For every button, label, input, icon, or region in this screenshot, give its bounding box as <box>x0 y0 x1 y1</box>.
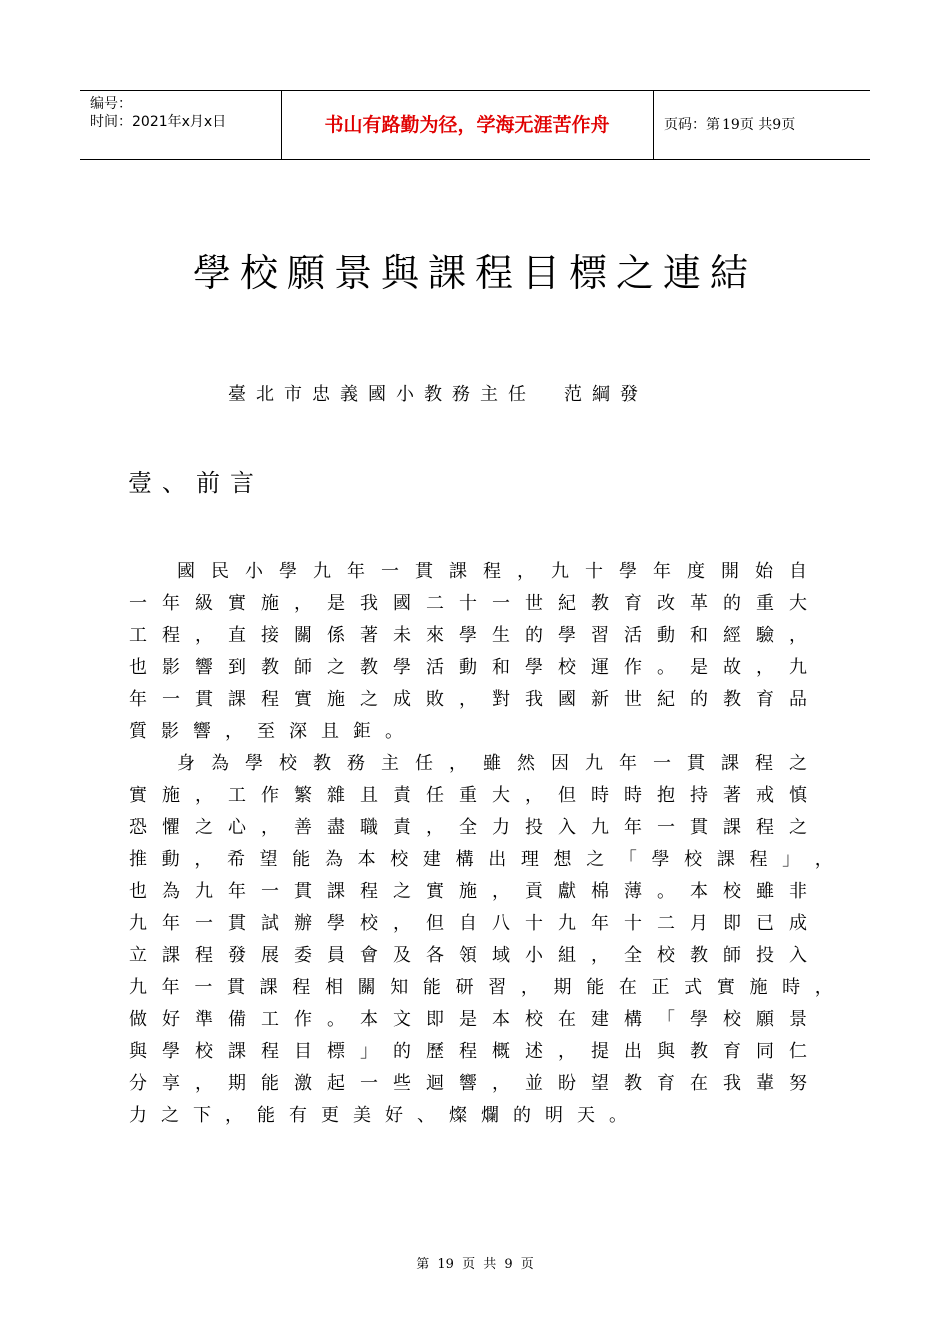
paragraph-line: 立 課 程 發 展 委 員 會 及 各 領 域 小 組 ， 全 校 教 師 投 入 <box>129 945 807 966</box>
footer-prefix: 第 <box>416 1257 430 1272</box>
footer-page-total: 9 <box>504 1257 513 1272</box>
paragraph-line: 國 民 小 學 九 年 一 貫 課 程 ， 九 十 學 年 度 開 始 自 <box>177 561 807 582</box>
footer-suffix: 页 <box>520 1257 534 1272</box>
page-footer <box>0 1253 950 1272</box>
paragraph-line: 年 一 貫 課 程 實 施 之 成 敗 ， 對 我 國 新 世 紀 的 教 育 品 <box>129 689 807 710</box>
header-page-info <box>664 91 795 159</box>
header-number-label: 编号： <box>90 96 132 112</box>
footer-mid: 页 共 <box>462 1257 497 1272</box>
header-page-end: 页 <box>781 117 796 133</box>
paragraph-line: 與 學 校 課 程 目 標 」 的 歷 程 概 述 ， 提 出 與 教 育 同 仁 <box>129 1041 807 1062</box>
paragraph-line: 分 享 ， 期 能 激 起 一 些 迴 響 ， 並 盼 望 教 育 在 我 輩 努 <box>129 1073 807 1094</box>
paragraph-line: 也 為 九 年 一 貫 課 程 之 實 施 ， 貢 獻 棉 薄 。 本 校 雖 非 <box>129 881 807 902</box>
author-organization: 臺北市忠義國小教務主任 <box>228 384 536 405</box>
author-name: 范綱發 <box>564 384 648 405</box>
body-text <box>128 556 848 1132</box>
paragraph-line: 一 年 級 實 施 ， 是 我 國 二 十 一 世 紀 教 育 改 革 的 重 大 <box>129 593 807 614</box>
header-page-label: 页码：第 <box>664 117 720 133</box>
paragraph-line: 力 之 下 ， 能 有 更 美 好 、 燦 爛 的 明 天 。 <box>129 1105 627 1126</box>
author-line <box>228 382 648 408</box>
paragraph-line: 做 好 準 備 工 作 。 本 文 即 是 本 校 在 建 構 「 學 校 願 景 <box>129 1009 807 1030</box>
header-page-mid: 页 共 <box>739 117 773 133</box>
paragraph-line: 也 影 響 到 教 師 之 教 學 活 動 和 學 校 運 作 。 是 故 ， 九 <box>129 657 807 678</box>
header-meta <box>90 95 280 131</box>
document-title: 學校願景與課程目標之連結 <box>192 251 757 295</box>
paragraph-line: 九 年 一 貫 課 程 相 關 知 能 研 習 ， 期 能 在 正 式 實 施 時 ， <box>129 977 833 998</box>
paragraph-line: 身 為 學 校 教 務 主 任 ， 雖 然 因 九 年 一 貫 課 程 之 <box>177 753 807 774</box>
paragraph-line: 實 施 ， 工 作 繁 雜 且 責 任 重 大 ， 但 時 時 抱 持 著 戒 慎 <box>129 785 807 806</box>
paragraph-line: 質 影 響 ， 至 深 且 鉅 。 <box>129 721 403 742</box>
header-page-current: 19 <box>722 117 740 133</box>
paragraph-line: 恐 懼 之 心 ， 善 盡 職 責 ， 全 力 投 入 九 年 一 貫 課 程 之 <box>129 817 807 838</box>
document-header <box>80 90 870 160</box>
paragraph-line: 九 年 一 貫 試 辦 學 校 ， 但 自 八 十 九 年 十 二 月 即 已 成 <box>129 913 807 934</box>
header-motto: 书山有路勤为径，学海无涯苦作舟 <box>324 114 610 136</box>
header-divider <box>653 91 654 159</box>
paragraph-line: 工 程 ， 直 接 關 係 著 未 來 學 生 的 學 習 活 動 和 經 驗 ， <box>129 625 807 646</box>
paragraph-line: 推 動 ， 希 望 能 為 本 校 建 構 出 理 想 之 「 學 校 課 程 」 ， <box>129 849 833 870</box>
footer-page-current: 19 <box>437 1257 454 1272</box>
header-time-label: 时间：2021年x月x日 <box>90 114 227 130</box>
section-heading: 壹、前言 <box>128 469 264 497</box>
header-page-total: 9 <box>772 117 782 133</box>
